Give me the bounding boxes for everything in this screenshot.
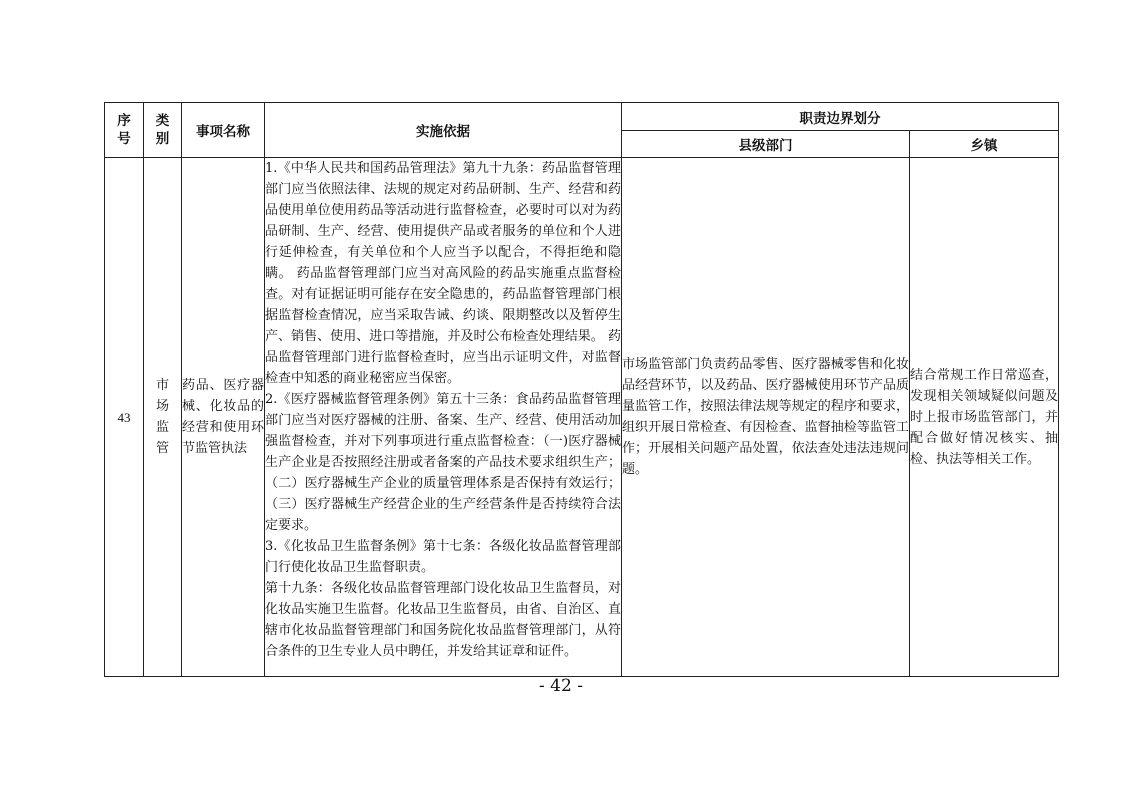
table-row — [105, 158, 1059, 677]
row-category: 市场监管 — [144, 158, 182, 677]
header-basis: 实施依据 — [265, 103, 622, 158]
basis-paragraph: 1.《中华人民共和国药品管理法》第九十九条：药品监督管理部门应当依照法律、法规的规定对药品研制、生产、经营和药品使用单位使用药品等活动进行监督检查，必要时可以对为药品研制、生产、经营、使用提供产品或者服务的单位和个人进行延伸检查，有关单位和个人应当予以配合，不得拒绝和隐瞒。 药品监督管理部门应当对高风险的药品实施重点监督检查。对有证据证明可能存在安全隐患的，药品监督管理部门根据监督检查情况，应当采取告诫、约谈、限期整改以及暂停生产、销售、使用、进口等措施，并及时公布检查处理结果。 药品监督管理部门进行监督检查时，应当出示证明文件，对监督检查中知悉的商业秘密应当保密。 — [265, 161, 621, 386]
basis-paragraph: 第十九条：各级化妆品监督管理部门设化妆品卫生监督员，对化妆品实施卫生监督。化妆品卫生监督员，由省、自治区、直辖市化妆品监督管理部门和国务院化妆品监督管理部门，从符合条件的卫生专业人员中聘任，并发给其证章和证件。 — [265, 581, 621, 659]
header-county: 县级部门 — [622, 131, 910, 158]
header-seq: 序号 — [105, 103, 144, 158]
row-town-duty: 结合常规工作日常巡查，发现相关领域疑似问题及时上报市场监管部门，并配合做好情况核实、抽检、执法等相关工作。 — [910, 158, 1059, 677]
row-county-duty: 市场监管部门负责药品零售、医疗器械零售和化妆品经营环节，以及药品、医疗器械使用环节产品质量监管工作，按照法律法规等规定的程序和要求，组织开展日常检查、有因检查、监督抽检等监管工作；开展相关问题产品处置，依法查处违法违规问题。 — [622, 158, 910, 677]
basis-paragraph: 2.《医疗器械监督管理条例》第五十三条：食品药品监督管理部门应当对医疗器械的注册、备案、生产、经营、使用活动加强监督检查，并对下列事项进行重点监督检查：（一)医疗器械生产企业是否按照经注册或者备案的产品技术要求组织生产；（二）医疗器械生产企业的质量管理体系是否保持有效运行；（三）医疗器械生产经营企业的生产经营条件是否持续符合法定要求。 — [265, 392, 621, 533]
header-responsibility: 职责边界划分 — [622, 103, 1059, 131]
page-number: - 42 - — [539, 676, 583, 696]
row-basis — [265, 158, 622, 677]
row-seq: 43 — [105, 158, 144, 677]
basis-paragraph: 3.《化妆品卫生监督条例》第十七条：各级化妆品监督管理部门行使化妆品卫生监督职责。 — [265, 539, 621, 575]
header-town: 乡镇 — [910, 131, 1059, 158]
header-row-1 — [105, 103, 1059, 131]
header-category: 类别 — [144, 103, 182, 158]
row-item-name: 药品、医疗器械、化妆品的经营和使用环节监管执法 — [182, 158, 265, 677]
header-item-name: 事项名称 — [182, 103, 265, 158]
responsibility-table — [104, 102, 1059, 677]
